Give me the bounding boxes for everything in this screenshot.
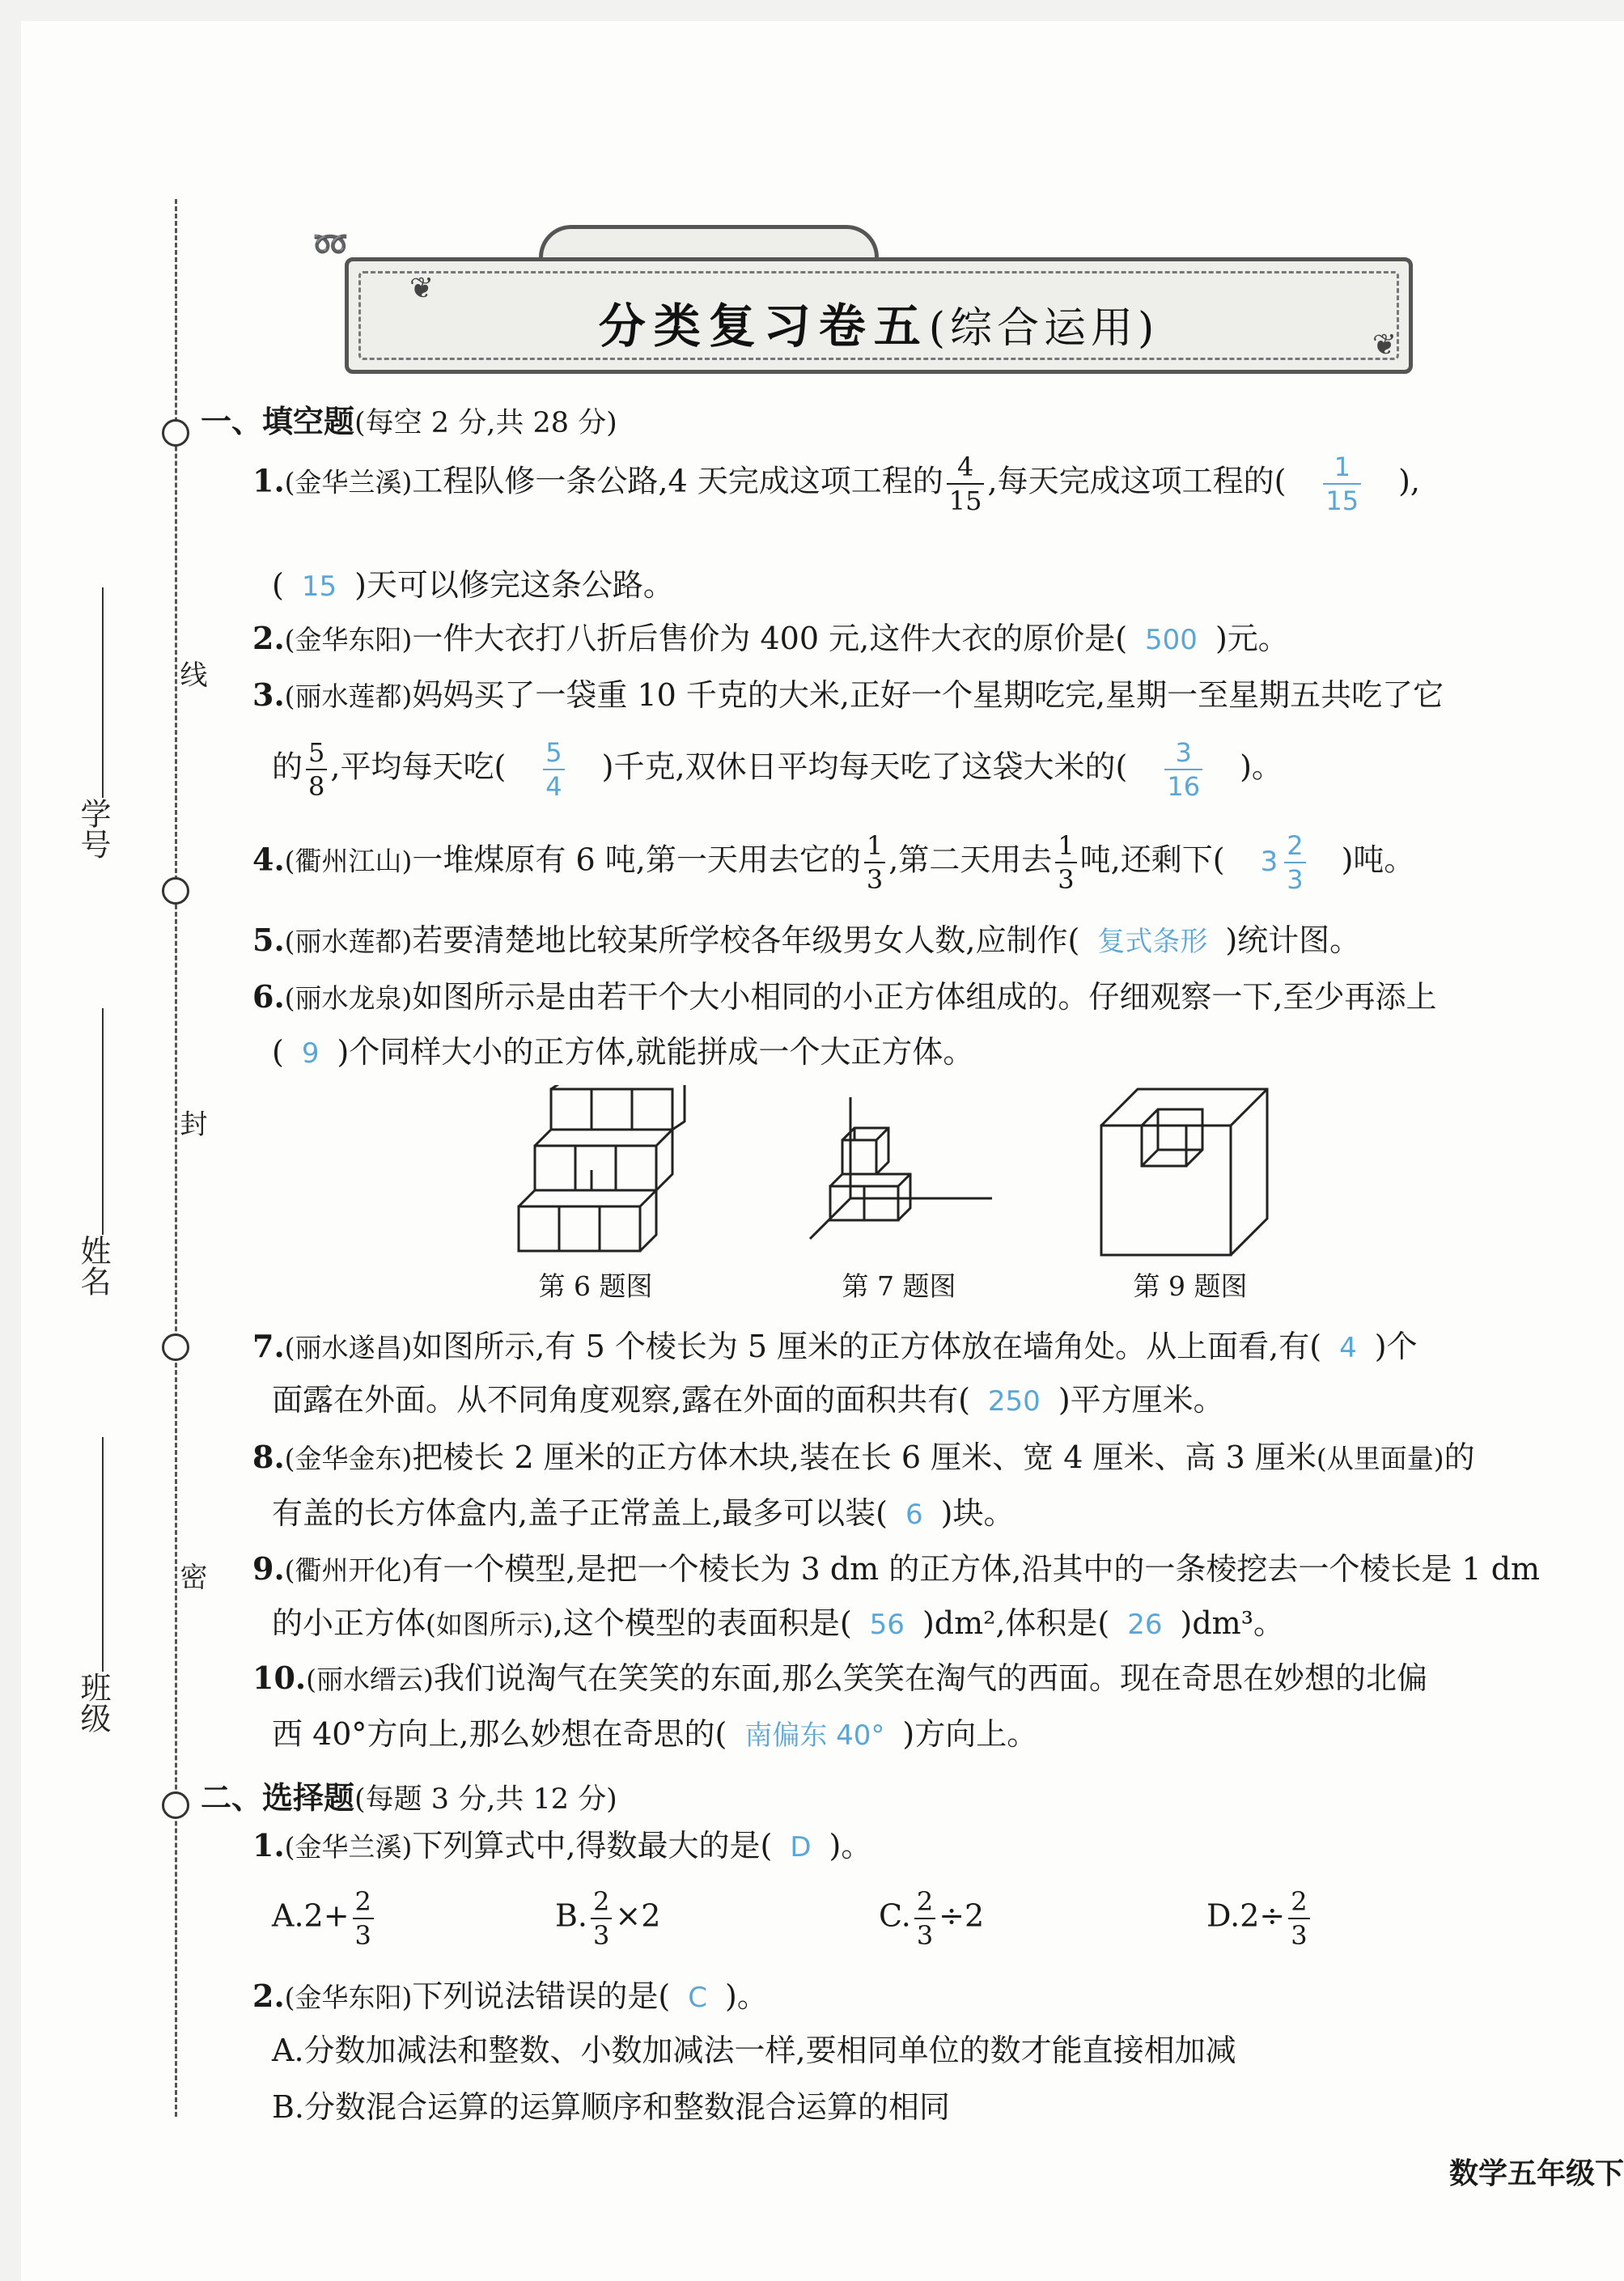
answer-whole[interactable]: 3 <box>1260 845 1278 878</box>
question-7: 7.(丽水遂昌)如图所示,有 5 个棱长为 5 厘米的正方体放在墙角处。从上面看,有( 4 )个 <box>252 1328 1418 1364</box>
choice-2-option-b[interactable]: B.分数混合运算的运算顺序和整数混合运算的相同 <box>272 2089 951 2125</box>
answer-fraction[interactable]: $\frac{5}{4}$ <box>543 740 564 799</box>
answer-blank[interactable]: 复式条形 <box>1097 926 1208 958</box>
question-3-cont: 的 $\frac{5}{8}$ ,平均每天吃( $\frac{5}{4}$ )千克,双休日平均每天吃了这袋大米的( $\frac{3}{16}$ )。 <box>272 737 1283 802</box>
butterfly-icon: ❦ <box>409 272 435 305</box>
question-7-cont: 面露在外面。从不同角度观察,露在外面的面积共有( 250 )平方厘米。 <box>272 1382 1224 1418</box>
question-5: 5.(丽水莲都)若要清楚地比较某所学校各年级男女人数,应制作( 复式条形 )统计图。 <box>252 922 1361 958</box>
title-banner <box>312 223 1421 377</box>
worksheet-page <box>21 21 1624 2281</box>
answer-blank[interactable]: 南偏东 40° <box>744 1719 885 1752</box>
class-label: 班级 <box>75 1672 111 1733</box>
student-id-label: 学号 <box>75 798 111 859</box>
page-title: 分类复习卷五(综合运用) <box>598 299 1160 354</box>
figure-6-cubes <box>515 1085 701 1263</box>
choice-2-option-a[interactable]: A.分数加减法和整数、小数加减法一样,要相同单位的数才能直接相加减 <box>272 2033 1236 2068</box>
student-name-line[interactable] <box>102 1008 104 1235</box>
question-1: 1.(金华兰溪)工程队修一条公路,4 天完成这项工程的 $\frac{4}{15}$ ,每天完成这项工程的( $\frac{1}{15}$ ), <box>252 452 1421 516</box>
choice-option-b[interactable]: B. $\frac{2}{3}$ ×2 <box>555 1886 661 1951</box>
fraction: $\frac{4}{15}$ <box>947 454 985 514</box>
binding-hole <box>162 419 189 447</box>
figure-7-cubes <box>806 1093 1000 1255</box>
question-2: 2.(金华东阳)一件大衣打八折后售价为 400 元,这件大衣的原价是( 500 )元。 <box>252 620 1289 656</box>
section-fill-in-heading: 一、填空题(每空 2 分,共 28 分) <box>201 403 617 439</box>
answer-fraction[interactable]: $\frac{1}{15}$ <box>1323 454 1361 514</box>
figure-6-caption: 第 6 题图 <box>538 1270 653 1302</box>
question-10: 10.(丽水缙云)我们说淘气在笑笑的东面,那么笑笑在淘气的西面。现在奇思在妙想的北偏 <box>252 1660 1427 1696</box>
answer-blank[interactable]: 26 <box>1127 1609 1163 1641</box>
tag-string-icon: ➿ <box>312 228 349 261</box>
figure-9-cube <box>1097 1085 1283 1263</box>
fraction: $\frac{2}{3}$ <box>353 1889 374 1948</box>
question-8-cont: 有盖的长方体盒内,盖子正常盖上,最多可以装( 6 )块。 <box>272 1495 1015 1531</box>
answer-blank[interactable]: 9 <box>301 1037 320 1070</box>
question-6-cont: ( 9 )个同样大小的正方体,就能拼成一个大正方体。 <box>272 1034 974 1070</box>
binding-hole <box>162 877 189 905</box>
footer-subject: 数学五年级下 <box>1448 2157 1624 2190</box>
binding-hole <box>162 1791 189 1819</box>
fraction: $\frac{2}{3}$ <box>1288 1889 1309 1948</box>
question-10-cont: 西 40°方向上,那么妙想在奇思的( 南偏东 40° )方向上。 <box>272 1716 1038 1752</box>
student-id-line[interactable] <box>102 587 104 798</box>
figure-7-caption: 第 7 题图 <box>842 1270 956 1302</box>
student-name-label: 姓名 <box>75 1235 111 1296</box>
choice-question-2: 2.(金华东阳)下列说法错误的是( C )。 <box>252 1978 768 2014</box>
question-9-cont: 的小正方体(如图所示),这个模型的表面积是( 56 )dm²,体积是( 26 )dm³。 <box>272 1605 1284 1641</box>
choice-question-1: 1.(金华兰溪)下列算式中,得数最大的是( D )。 <box>252 1827 872 1863</box>
section-choice-heading: 二、选择题(每题 3 分,共 12 分) <box>201 1779 617 1816</box>
binding-dashed-line <box>175 199 177 2117</box>
binding-hole <box>162 1333 189 1361</box>
answer-blank[interactable]: 4 <box>1339 1332 1357 1364</box>
question-3: 3.(丽水莲都)妈妈买了一袋重 10 千克的大米,正好一个星期吃完,星期一至星期五共吃了它 <box>252 676 1444 713</box>
choice-option-d[interactable]: D.2÷ $\frac{2}{3}$ <box>1206 1889 1313 1948</box>
margin-word-mi: 密 <box>175 1562 207 1590</box>
question-1-cont: ( 15 )天可以修完这条公路。 <box>272 567 674 603</box>
class-line[interactable] <box>102 1437 104 1672</box>
margin-word-feng: 封 <box>175 1109 207 1137</box>
question-4: 4.(衢州江山)一堆煤原有 6 吨,第一天用去它的 $\frac{1}{3}$ ,第二天用去 $\frac{1}{3}$ 吨,还剩下( 3 $\frac{2}{3}$ )吨。 <box>252 830 1415 895</box>
margin-word-xian: 线 <box>175 660 207 688</box>
answer-blank[interactable]: 6 <box>905 1499 923 1531</box>
butterfly-icon: ❦ <box>1372 329 1397 362</box>
question-8: 8.(金华金东)把棱长 2 厘米的正方体木块,装在长 6 厘米、宽 4 厘米、高 3 厘米(从里面量)的 <box>252 1439 1475 1475</box>
answer-blank[interactable]: 15 <box>301 570 337 603</box>
fraction: $\frac{2}{3}$ <box>591 1889 612 1948</box>
answer-blank[interactable]: 500 <box>1145 624 1198 656</box>
answer-fraction[interactable]: $\frac{3}{16}$ <box>1164 740 1202 799</box>
answer-blank[interactable]: D <box>790 1831 812 1863</box>
choice-option-c[interactable]: C. $\frac{2}{3}$ ÷2 <box>879 1886 985 1951</box>
fraction: $\frac{1}{3}$ <box>1055 833 1076 892</box>
answer-blank[interactable]: C <box>688 1982 707 2014</box>
choice-option-a[interactable]: A.2+ $\frac{2}{3}$ <box>272 1889 377 1948</box>
question-6: 6.(丽水龙泉)如图所示是由若干个大小相同的小正方体组成的。仔细观察一下,至少再添上 <box>252 978 1437 1015</box>
fraction: $\frac{5}{8}$ <box>306 740 327 799</box>
answer-blank[interactable]: 250 <box>987 1385 1041 1418</box>
fraction: $\frac{1}{3}$ <box>864 833 885 892</box>
answer-fraction[interactable]: $\frac{2}{3}$ <box>1284 833 1305 892</box>
figure-9-caption: 第 9 题图 <box>1133 1270 1248 1302</box>
fraction: $\frac{2}{3}$ <box>914 1889 935 1948</box>
answer-blank[interactable]: 56 <box>869 1609 905 1641</box>
question-9: 9.(衢州开化)有一个模型,是把一个棱长为 3 dm 的正方体,沿其中的一条棱挖去一个棱长是 1 dm <box>252 1550 1541 1587</box>
